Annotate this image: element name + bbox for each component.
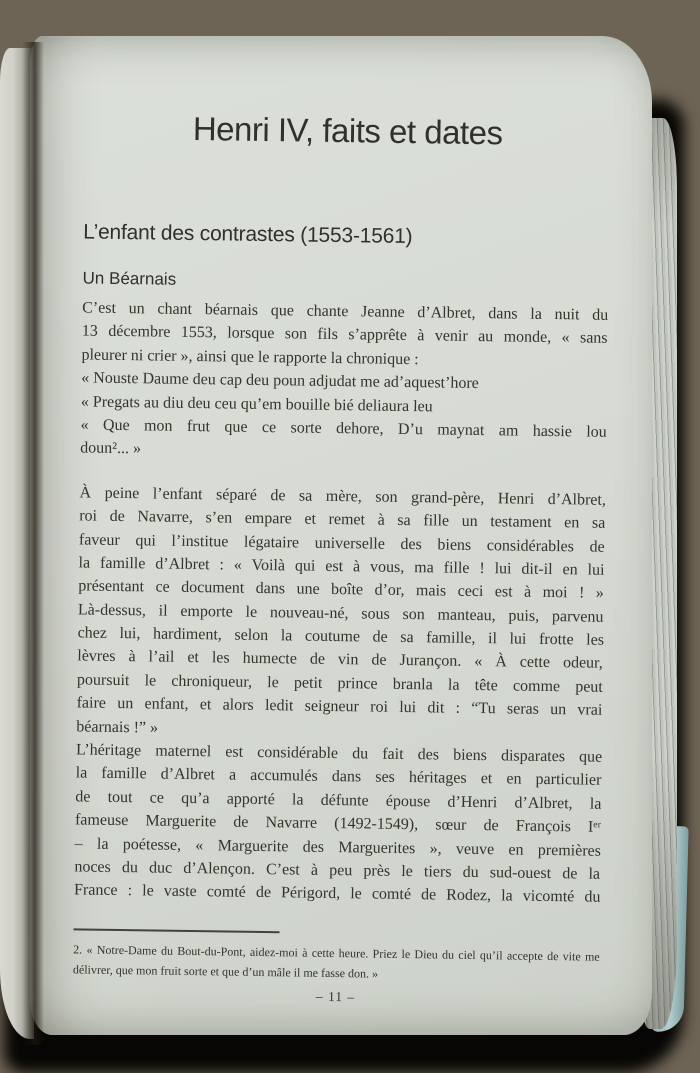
text-line: – la poétesse, « Marguerite des Marguerites », veuve en premières (74, 834, 602, 860)
text-line: C’est un chant béarnais que chante Jeanne d’Albret, dans la nuit du (82, 299, 609, 324)
body-text (74, 296, 608, 909)
text-line: pleurer ni crier », ainsi que le rapporte la chronique : (81, 346, 419, 368)
text-line: À peine l’enfant séparé de sa mère, son grand-père, Henri d’Albret, (79, 484, 607, 509)
text-line: la famille d’Albret : « Voilà qui est à vous, ma fille ! lui dit-il en lui (78, 554, 605, 579)
text-line: chez lui, hardiment, selon la coutume de sa famille, il lui frotte les (77, 624, 605, 649)
text-line: « Nouste Daume deu cap deu poun adjudat me ad’aquest’hore (81, 369, 479, 393)
text-line: noces du duc d’Alençon. C’est à peu près le tiers du sud-ouest de la (74, 858, 601, 883)
text-line: présentant ce document dans une boîte d’or, mais ceci est à moi ! » (78, 577, 604, 603)
text-line: doun²... » (80, 439, 142, 458)
section-heading: L’enfant des contrastes (1553-1561) (83, 220, 413, 249)
paragraph (80, 296, 608, 467)
text-line: béarnais !” » (76, 718, 159, 737)
text-line: faire un enfant, et alors ledit seigneur roi lui dit : “Tu seras un vrai (76, 694, 603, 720)
text-line: « Pregats au diu deu ceu qu’em bouille bié deliaura leu (80, 393, 433, 415)
text-line: de tout ce qu’a apporté la défunte épouse d’Henri d’Albret, la (75, 788, 602, 813)
text-line: la famille d’Albret a accumulés dans ses héritages et en particulier (75, 764, 602, 790)
text-line: poursuit le chroniqueur, le petit prince branla la tête comme peut (76, 671, 603, 696)
text-line: L’héritage maternel est considérable du fait des biens disparates que (75, 741, 603, 766)
text-line: France : le vaste comté de Périgord, le comté de Rodez, la vicomté du (73, 881, 601, 907)
book-page (30, 36, 652, 1035)
text-line: 13 décembre 1553, lorsque son fils s’apprête à venir au monde, « sans (81, 322, 608, 348)
footnote-rule (73, 928, 279, 933)
chapter-title: Henri IV, faits et dates (192, 109, 503, 152)
page-number: – 11 – (315, 988, 356, 1005)
page-content (17, 33, 652, 1009)
text-line: délivrer, que mon fruit sorte et que d’un mâle il me fasse don. » (72, 962, 379, 981)
text-line: 2. « Notre-Dame du Bout-du-Pont, aidez-moi à cette heure. Priez le Dieu du ciel qu’il accepte de vite me (73, 942, 600, 964)
text-line: « Que mon frut que ce sorte dehore, D’u maynat am hassie lou (80, 416, 607, 441)
text-line: fameuse Marguerite de Navarre (1492-1549), sœur de François Iᵉʳ (74, 811, 602, 836)
footnote (73, 939, 600, 986)
paragraph (74, 481, 606, 909)
text-line: lèvres à l’ail et les humecte de vin de Jurançon. « À cette odeur, (77, 647, 603, 673)
subsection-heading: Un Béarnais (82, 268, 177, 289)
text-line: Là-dessus, il emporte le nouveau-né, sous son manteau, puis, parvenu (77, 601, 604, 626)
text-line: faveur qui l’institue légataire universelle des biens considérables de (78, 530, 605, 556)
text-line: roi de Navarre, s’en empare et remet à sa fille un testament en sa (79, 507, 606, 532)
